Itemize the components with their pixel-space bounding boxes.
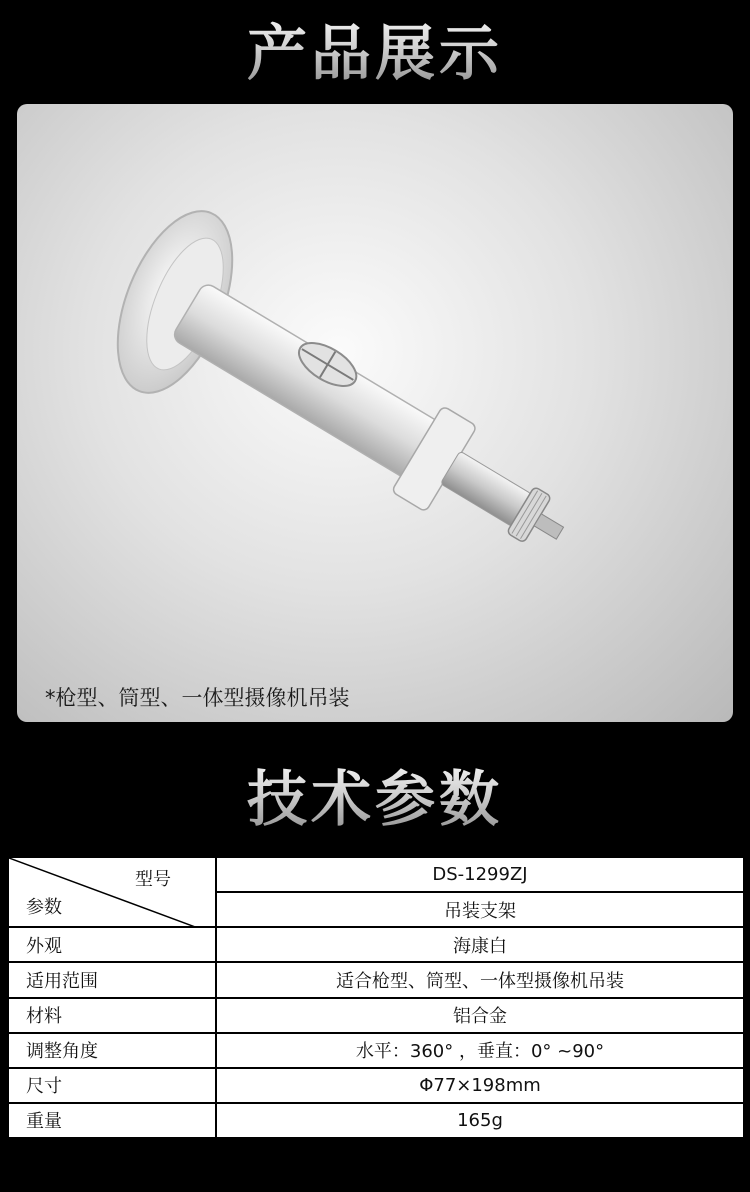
row-label: 尺寸	[8, 1068, 216, 1103]
row-label: 适用范围	[8, 962, 216, 997]
model-value: DS-1299ZJ	[216, 857, 744, 892]
table-row	[8, 1103, 744, 1138]
row-label: 材料	[8, 998, 216, 1033]
param-header-label: 参数	[26, 897, 62, 919]
row-label: 重量	[8, 1103, 216, 1138]
product-caption: *枪型、筒型、一体型摄像机吊装	[45, 686, 350, 710]
row-label: 外观	[8, 927, 216, 962]
row-value: 165g	[216, 1103, 744, 1138]
param-value: 吊装支架	[216, 892, 744, 927]
technical-specs-title: 技术参数	[0, 752, 750, 838]
table-row	[8, 857, 744, 892]
row-value: Φ77×198mm	[216, 1068, 744, 1103]
table-row	[8, 1033, 744, 1068]
mount-bracket-illustration	[17, 104, 733, 722]
header-diagonal-cell	[8, 857, 216, 927]
row-value: 水平：360° ，垂直：0° ~90°	[216, 1033, 744, 1068]
row-value: 海康白	[216, 927, 744, 962]
spec-table	[7, 856, 745, 1139]
table-row	[8, 962, 744, 997]
table-row	[8, 927, 744, 962]
row-label: 调整角度	[8, 1033, 216, 1068]
model-header-label: 型号	[135, 869, 171, 890]
table-row	[8, 1068, 744, 1103]
table-row	[8, 998, 744, 1033]
product-display-title: 产品展示	[0, 6, 750, 92]
row-value: 适合枪型、筒型、一体型摄像机吊装	[216, 962, 744, 997]
row-value: 铝合金	[216, 998, 744, 1033]
product-image-panel	[17, 104, 733, 722]
